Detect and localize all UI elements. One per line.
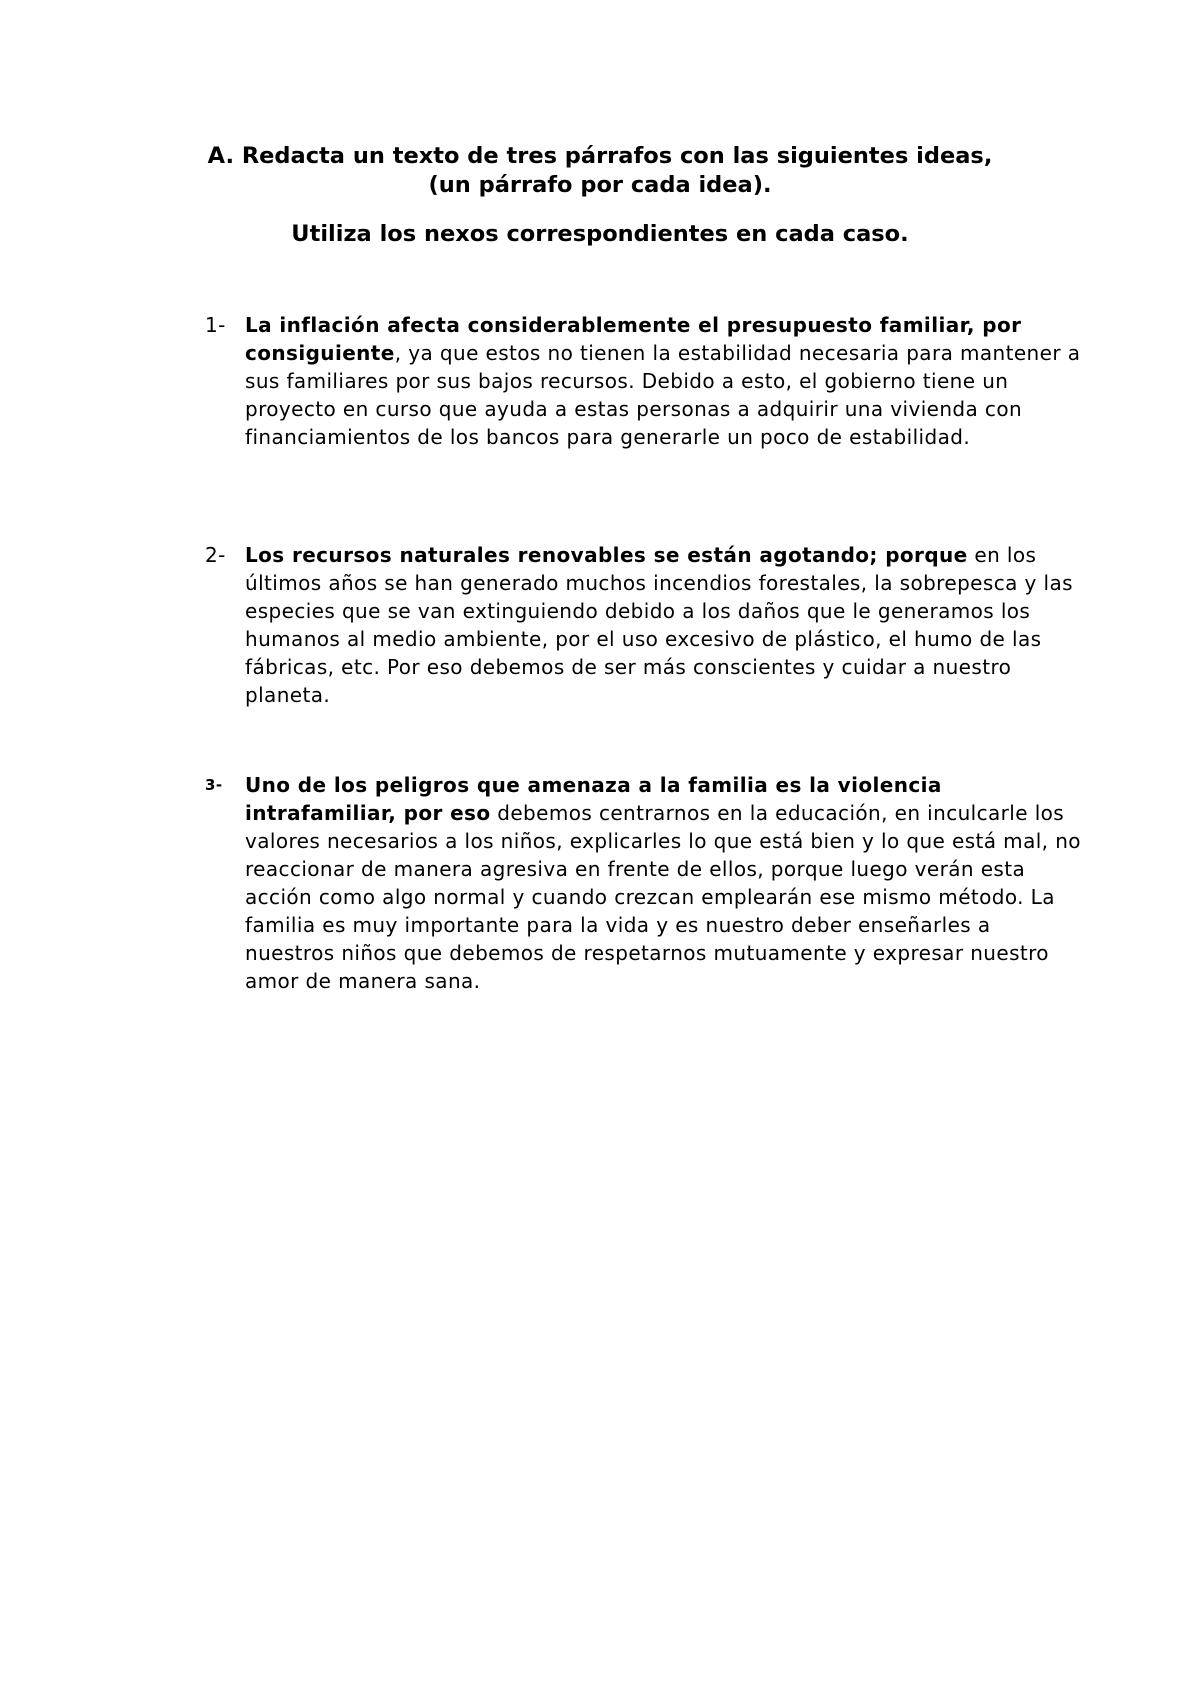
item-number: 3- — [205, 776, 223, 794]
item-bold-text: Los recursos naturales renovables se están agotando; porque — [245, 543, 968, 567]
document-instruction: Utiliza los nexos correspondientes en cada caso. — [291, 221, 909, 247]
title-line-1: A. Redacta un texto de tres párrafos con las siguientes ideas, — [207, 143, 993, 169]
item-number: 2- — [205, 543, 226, 567]
item-number: 1- — [205, 313, 226, 337]
item-paragraph — [245, 311, 1085, 451]
document-title — [150, 142, 1050, 200]
list-item — [205, 771, 1085, 995]
title-line-2: (un párrafo por cada idea). — [428, 172, 772, 198]
item-bold-text: La inflación afecta considerablemente el presupuesto familiar, por consiguiente — [245, 313, 1022, 365]
item-body-text: , ya que estos no tienen la estabilidad necesaria para mantener a sus familiares por sus bajos recursos. Debido a esto, el gobierno tiene un proyecto en curso que ayuda a estas personas a adquirir una vivienda con financiamientos de los bancos para generarle un poco de estabilidad. — [245, 341, 1081, 449]
list-item — [205, 541, 1085, 709]
item-bold-text: Uno de los peligros que amenaza a la familia es la violencia intrafamiliar, por eso — [245, 773, 942, 825]
item-paragraph — [245, 771, 1085, 995]
item-body-text: en los últimos años se han generado muchos incendios forestales, la sobrepesca y las especies que se van extinguiendo debido a los daños que le generamos los humanos al medio ambiente, por el uso excesivo de plástico, el humo de las fábricas, etc. Por eso debemos de ser más conscientes y cuidar a nuestro planeta. — [245, 543, 1073, 707]
item-paragraph — [245, 541, 1085, 709]
item-body-text: debemos centrarnos en la educación, en inculcarle los valores necesarios a los niños, explicarles lo que está bien y lo que está mal, no reaccionar de manera agresiva en frente de ellos, porque luego verán esta acción como algo normal y cuando crezcan emplearán ese mismo método. La familia es muy importante para la vida y es nuestro deber enseñarles a nuestros niños que debemos de respetarnos mutuamente y expresar nuestro amor de manera sana. — [245, 801, 1081, 993]
list-item — [205, 311, 1085, 451]
